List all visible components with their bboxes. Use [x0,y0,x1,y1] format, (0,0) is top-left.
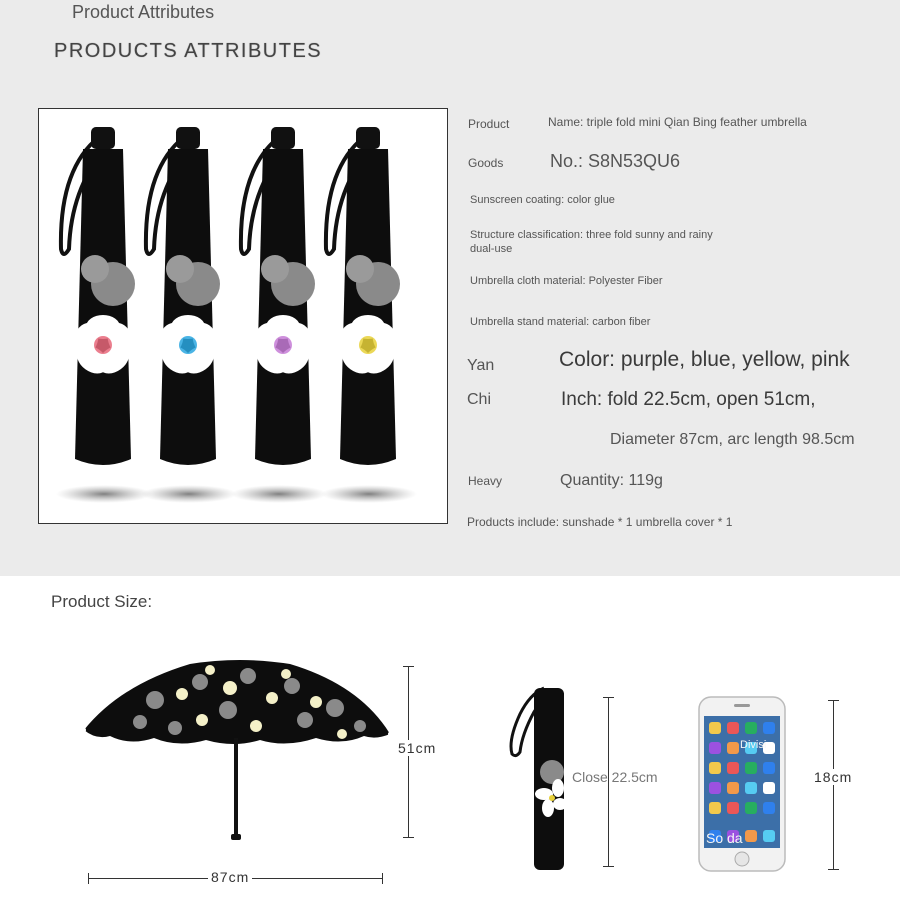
cloth-text: Umbrella cloth material: Polyester Fiber [470,275,663,287]
closed-height-label: Close 22.5cm [572,769,658,785]
open-umbrella-illustration [80,650,400,850]
color-label: Yan [467,357,495,374]
goods-value: No.: S8N53QU6 [550,151,681,171]
stand-text: Umbrella stand material: carbon fiber [470,316,651,328]
name-value: Name: triple fold mini Qian Bing feather umbrella [548,115,807,129]
folded-umbrella [326,127,402,465]
size-value-2: Diameter 87cm, arc length 98.5cm [610,431,855,448]
phone-overlay-text-2: So da [706,830,743,846]
closed-umbrella-illustration [500,684,572,874]
open-height-cap-bottom [403,837,414,838]
coating-text: Sunscreen coating: color glue [470,194,615,206]
weight-value: Quantity: 119g [560,472,663,489]
product-photo [38,108,448,524]
name-label: Product [468,117,510,131]
structure-text-1: Structure classification: three fold sunny and rainy [470,229,713,241]
open-height-cap-top [403,666,414,667]
folded-umbrella [61,127,137,465]
open-width-cap-right [382,873,383,884]
closed-height-cap-bottom [603,866,614,867]
includes-text: Products include: sunshade * 1 umbrella cover * 1 [467,515,733,529]
open-width-cap-left [88,873,89,884]
attributes-heading: PRODUCTS ATTRIBUTES [54,40,323,62]
goods-label: Goods [468,156,504,170]
folded-umbrella [146,127,222,465]
phone-height-label: 18cm [814,769,853,785]
size-label: Chi [467,391,492,408]
open-width-label: 87cm [208,869,252,885]
phone-height-line [833,700,834,870]
umbrellas-illustration [39,109,447,523]
color-value: Color: purple, blue, yellow, pink [559,348,850,371]
product-size-title: Product Size: [51,592,153,611]
closed-height-cap-top [603,697,614,698]
structure-text-2: dual-use [470,243,513,255]
phone-height-cap-top [828,700,839,701]
phone-height-cap-bottom [828,869,839,870]
weight-label: Heavy [468,474,503,488]
folded-umbrella [241,127,317,465]
size-value: Inch: fold 22.5cm, open 51cm, [561,389,816,410]
section-title: Product Attributes [72,2,215,22]
phone-overlay-text-1: Divisi [740,739,767,751]
open-height-label: 51cm [398,740,437,756]
